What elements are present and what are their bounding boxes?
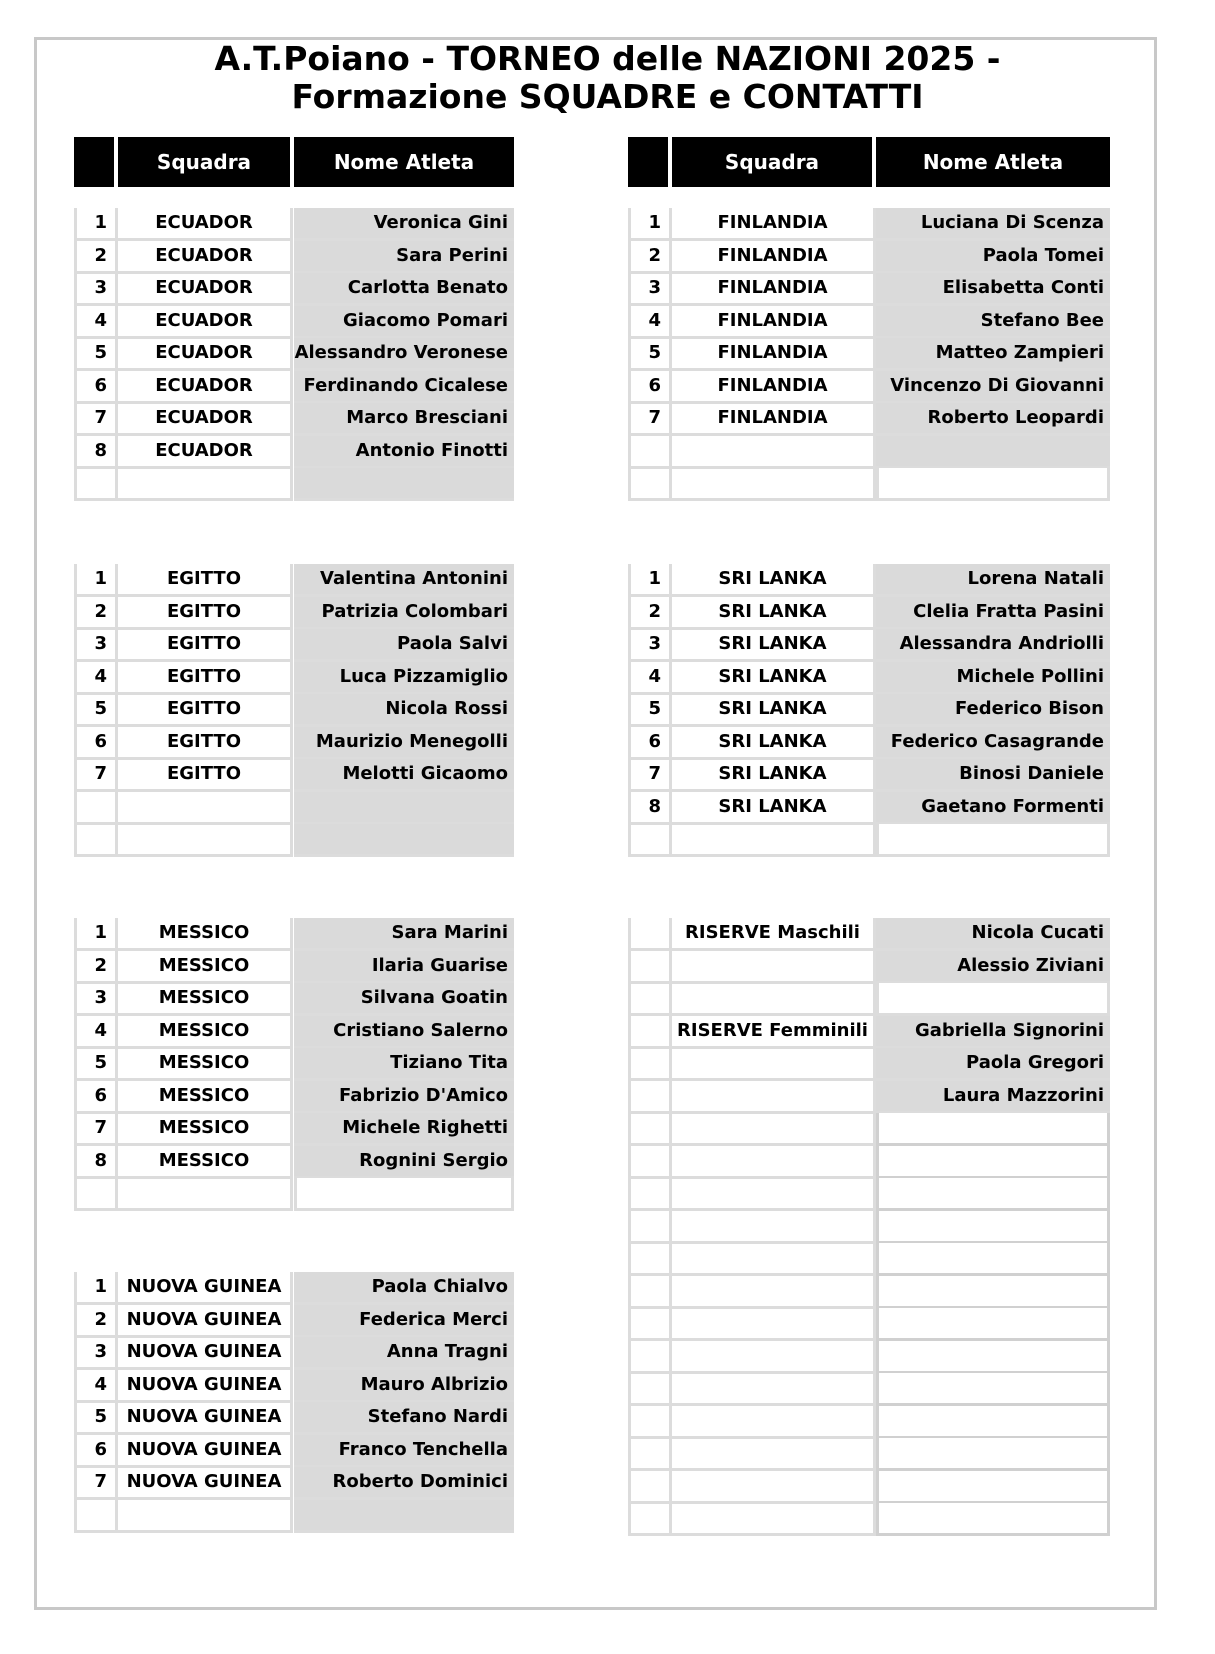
table-row bbox=[74, 1435, 514, 1468]
row-number: 7 bbox=[74, 403, 118, 436]
table-row bbox=[628, 1308, 1110, 1341]
row-athlete-name: Rognini Sergio bbox=[294, 1146, 514, 1179]
row-athlete-name: Sara Marini bbox=[294, 918, 514, 951]
row-team: SRI LANKA bbox=[672, 727, 876, 760]
row-athlete-name: Ferdinando Cicalese bbox=[294, 371, 514, 404]
left-header-nome-atleta: Nome Atleta bbox=[294, 137, 514, 187]
table-row bbox=[74, 759, 514, 792]
row-team: ECUADOR bbox=[118, 338, 293, 371]
row-team: ECUADOR bbox=[118, 273, 293, 306]
row-number: 4 bbox=[628, 306, 672, 339]
row-number bbox=[628, 1406, 672, 1439]
row-number: 3 bbox=[74, 983, 118, 1016]
table-row bbox=[74, 662, 514, 695]
row-number bbox=[628, 1048, 672, 1081]
row-athlete-name: Carlotta Benato bbox=[294, 273, 514, 306]
row-number bbox=[628, 1341, 672, 1374]
table-row bbox=[628, 1276, 1110, 1309]
row-number: 6 bbox=[74, 1435, 118, 1468]
table-row bbox=[74, 629, 514, 662]
table-row bbox=[74, 1081, 514, 1114]
table-row bbox=[74, 824, 514, 857]
row-number: 4 bbox=[74, 662, 118, 695]
row-athlete-name bbox=[876, 983, 1110, 1016]
row-athlete-name: Clelia Fratta Pasini bbox=[876, 597, 1110, 630]
table-row bbox=[74, 208, 514, 241]
row-team: NUOVA GUINEA bbox=[118, 1435, 293, 1468]
table-row bbox=[74, 1500, 514, 1533]
row-number: 1 bbox=[74, 1272, 118, 1305]
row-athlete-name bbox=[876, 1211, 1110, 1244]
table-row bbox=[628, 306, 1110, 339]
row-athlete-name bbox=[876, 1178, 1110, 1211]
row-number: 3 bbox=[74, 1337, 118, 1370]
row-number bbox=[628, 1146, 672, 1179]
row-athlete-name: Federico Casagrande bbox=[876, 727, 1110, 760]
title-line-2: Formazione SQUADRE e CONTATTI bbox=[291, 77, 924, 116]
row-number bbox=[628, 1503, 672, 1536]
row-number: 3 bbox=[74, 629, 118, 662]
table-row bbox=[74, 792, 514, 825]
row-athlete-name: Veronica Gini bbox=[294, 208, 514, 241]
row-athlete-name: Nicola Cucati bbox=[876, 918, 1110, 951]
row-athlete-name: Melotti Gicaomo bbox=[294, 759, 514, 792]
row-athlete-name: Gabriella Signorini bbox=[876, 1016, 1110, 1049]
row-number: 2 bbox=[628, 241, 672, 274]
table-row bbox=[74, 371, 514, 404]
row-team: MESSICO bbox=[118, 1081, 293, 1114]
row-athlete-name: Antonio Finotti bbox=[294, 436, 514, 469]
row-athlete-name: Stefano Nardi bbox=[294, 1402, 514, 1435]
row-team: FINLANDIA bbox=[672, 273, 876, 306]
row-team: NUOVA GUINEA bbox=[118, 1272, 293, 1305]
row-athlete-name: Maurizio Menegolli bbox=[294, 727, 514, 760]
row-athlete-name bbox=[876, 1308, 1110, 1341]
row-number bbox=[628, 1081, 672, 1114]
row-team: EGITTO bbox=[118, 629, 293, 662]
row-team: ECUADOR bbox=[118, 371, 293, 404]
row-team bbox=[672, 1081, 876, 1114]
row-team bbox=[672, 1406, 876, 1439]
row-athlete-name: Roberto Leopardi bbox=[876, 403, 1110, 436]
row-team: NUOVA GUINEA bbox=[118, 1467, 293, 1500]
row-athlete-name bbox=[876, 1406, 1110, 1439]
row-athlete-name: Federica Merci bbox=[294, 1305, 514, 1338]
row-athlete-name: Valentina Antonini bbox=[294, 564, 514, 597]
row-athlete-name bbox=[876, 1503, 1110, 1536]
row-athlete-name bbox=[294, 824, 514, 857]
row-athlete-name bbox=[294, 1500, 514, 1533]
row-team: FINLANDIA bbox=[672, 241, 876, 274]
row-number bbox=[628, 1438, 672, 1471]
table-row bbox=[628, 1471, 1110, 1504]
row-number: 1 bbox=[74, 918, 118, 951]
row-team: ECUADOR bbox=[118, 306, 293, 339]
row-number: 3 bbox=[74, 273, 118, 306]
row-athlete-name: Michele Righetti bbox=[294, 1113, 514, 1146]
row-team: FINLANDIA bbox=[672, 338, 876, 371]
row-athlete-name: Ilaria Guarise bbox=[294, 951, 514, 984]
row-athlete-name bbox=[876, 1276, 1110, 1309]
row-team bbox=[118, 824, 293, 857]
row-athlete-name: Anna Tragni bbox=[294, 1337, 514, 1370]
table-row bbox=[628, 338, 1110, 371]
title-line-1: A.T.Poiano - TORNEO delle NAZIONI 2025 - bbox=[214, 39, 1001, 78]
row-team: ECUADOR bbox=[118, 436, 293, 469]
row-number: 1 bbox=[628, 208, 672, 241]
row-athlete-name: Roberto Dominici bbox=[294, 1467, 514, 1500]
row-team bbox=[672, 1341, 876, 1374]
row-number: 6 bbox=[628, 371, 672, 404]
table-row bbox=[74, 1305, 514, 1338]
row-number: 2 bbox=[628, 597, 672, 630]
row-athlete-name bbox=[876, 436, 1110, 469]
row-athlete-name: Nicola Rossi bbox=[294, 694, 514, 727]
row-team bbox=[672, 1373, 876, 1406]
row-team bbox=[672, 824, 876, 857]
row-athlete-name: Tiziano Tita bbox=[294, 1048, 514, 1081]
table-row bbox=[74, 1467, 514, 1500]
row-number: 6 bbox=[628, 727, 672, 760]
row-athlete-name: Laura Mazzorini bbox=[876, 1081, 1110, 1114]
row-athlete-name bbox=[876, 1471, 1110, 1504]
row-number: 1 bbox=[74, 208, 118, 241]
row-team: SRI LANKA bbox=[672, 564, 876, 597]
row-team: FINLANDIA bbox=[672, 403, 876, 436]
row-athlete-name: Marco Bresciani bbox=[294, 403, 514, 436]
table-row bbox=[628, 208, 1110, 241]
row-number bbox=[628, 983, 672, 1016]
row-number: 4 bbox=[74, 1016, 118, 1049]
row-team bbox=[672, 468, 876, 501]
row-team: NUOVA GUINEA bbox=[118, 1370, 293, 1403]
row-number: 2 bbox=[74, 1305, 118, 1338]
row-athlete-name: Binosi Daniele bbox=[876, 759, 1110, 792]
row-team: NUOVA GUINEA bbox=[118, 1337, 293, 1370]
table-row bbox=[628, 1243, 1110, 1276]
row-number: 5 bbox=[74, 1048, 118, 1081]
table-row bbox=[74, 1178, 514, 1211]
table-row bbox=[628, 597, 1110, 630]
row-number bbox=[628, 1178, 672, 1211]
row-number: 6 bbox=[74, 371, 118, 404]
row-number bbox=[628, 1308, 672, 1341]
row-team: RISERVE Maschili bbox=[672, 918, 876, 951]
table-row bbox=[628, 468, 1110, 501]
row-team: NUOVA GUINEA bbox=[118, 1305, 293, 1338]
table-row bbox=[628, 1146, 1110, 1179]
table-row bbox=[74, 918, 514, 951]
row-team bbox=[672, 436, 876, 469]
row-number bbox=[74, 1178, 118, 1211]
table-row bbox=[628, 824, 1110, 857]
table-row bbox=[628, 1178, 1110, 1211]
row-number: 4 bbox=[628, 662, 672, 695]
row-number: 4 bbox=[74, 1370, 118, 1403]
row-number: 5 bbox=[74, 1402, 118, 1435]
row-team: SRI LANKA bbox=[672, 597, 876, 630]
row-team: EGITTO bbox=[118, 694, 293, 727]
row-athlete-name: Mauro Albrizio bbox=[294, 1370, 514, 1403]
row-athlete-name bbox=[876, 1373, 1110, 1406]
row-athlete-name: Paola Tomei bbox=[876, 241, 1110, 274]
table-row bbox=[628, 662, 1110, 695]
row-athlete-name: Giacomo Pomari bbox=[294, 306, 514, 339]
row-athlete-name: Lorena Natali bbox=[876, 564, 1110, 597]
table-row bbox=[628, 629, 1110, 662]
row-athlete-name: Matteo Zampieri bbox=[876, 338, 1110, 371]
table-row bbox=[74, 1337, 514, 1370]
table-row bbox=[628, 1048, 1110, 1081]
table-row bbox=[74, 1370, 514, 1403]
table-row bbox=[74, 1146, 514, 1179]
row-number: 2 bbox=[74, 951, 118, 984]
row-team bbox=[672, 1276, 876, 1309]
row-team bbox=[672, 1471, 876, 1504]
table-row bbox=[628, 1016, 1110, 1049]
row-athlete-name bbox=[294, 792, 514, 825]
row-number: 5 bbox=[628, 694, 672, 727]
row-number bbox=[628, 951, 672, 984]
row-number bbox=[628, 824, 672, 857]
right-header-squadra: Squadra bbox=[672, 137, 872, 187]
table-row bbox=[628, 983, 1110, 1016]
table-row bbox=[74, 241, 514, 274]
row-team bbox=[672, 1503, 876, 1536]
table-row bbox=[74, 436, 514, 469]
table-row bbox=[628, 1373, 1110, 1406]
row-athlete-name: Elisabetta Conti bbox=[876, 273, 1110, 306]
row-number bbox=[628, 918, 672, 951]
row-number: 2 bbox=[74, 241, 118, 274]
table-row bbox=[628, 918, 1110, 951]
row-number: 7 bbox=[628, 403, 672, 436]
row-athlete-name bbox=[876, 468, 1110, 501]
row-team bbox=[672, 1178, 876, 1211]
row-number bbox=[628, 468, 672, 501]
row-team: SRI LANKA bbox=[672, 629, 876, 662]
page-title bbox=[0, 40, 1215, 116]
row-team: EGITTO bbox=[118, 597, 293, 630]
row-athlete-name bbox=[876, 824, 1110, 857]
table-row bbox=[628, 792, 1110, 825]
row-athlete-name: Alessio Ziviani bbox=[876, 951, 1110, 984]
row-athlete-name: Luciana Di Scenza bbox=[876, 208, 1110, 241]
table-row bbox=[628, 1438, 1110, 1471]
row-number bbox=[628, 1243, 672, 1276]
row-number: 8 bbox=[74, 1146, 118, 1179]
table-row bbox=[74, 983, 514, 1016]
row-athlete-name bbox=[876, 1113, 1110, 1146]
row-team: SRI LANKA bbox=[672, 694, 876, 727]
row-team bbox=[118, 1500, 293, 1533]
table-row bbox=[628, 759, 1110, 792]
row-athlete-name bbox=[876, 1146, 1110, 1179]
row-team: MESSICO bbox=[118, 983, 293, 1016]
row-number bbox=[628, 1276, 672, 1309]
row-number: 8 bbox=[628, 792, 672, 825]
row-team: MESSICO bbox=[118, 1016, 293, 1049]
row-number bbox=[628, 1373, 672, 1406]
table-row bbox=[74, 1272, 514, 1305]
row-team: MESSICO bbox=[118, 951, 293, 984]
row-number: 7 bbox=[74, 759, 118, 792]
row-number: 5 bbox=[74, 338, 118, 371]
row-number: 8 bbox=[74, 436, 118, 469]
row-athlete-name: Gaetano Formenti bbox=[876, 792, 1110, 825]
table-row bbox=[628, 1113, 1110, 1146]
row-team bbox=[672, 1113, 876, 1146]
row-number bbox=[628, 1016, 672, 1049]
row-number: 5 bbox=[628, 338, 672, 371]
row-team: ECUADOR bbox=[118, 208, 293, 241]
row-team bbox=[672, 1438, 876, 1471]
row-athlete-name: Stefano Bee bbox=[876, 306, 1110, 339]
row-athlete-name: Paola Gregori bbox=[876, 1048, 1110, 1081]
row-number: 7 bbox=[74, 1113, 118, 1146]
row-team: FINLANDIA bbox=[672, 306, 876, 339]
row-team: NUOVA GUINEA bbox=[118, 1402, 293, 1435]
table-row bbox=[74, 1048, 514, 1081]
table-row bbox=[74, 564, 514, 597]
table-row bbox=[74, 727, 514, 760]
row-number: 1 bbox=[628, 564, 672, 597]
row-team: ECUADOR bbox=[118, 403, 293, 436]
table-row bbox=[628, 436, 1110, 469]
row-number: 2 bbox=[74, 597, 118, 630]
row-number bbox=[628, 436, 672, 469]
row-team: FINLANDIA bbox=[672, 208, 876, 241]
table-row bbox=[628, 403, 1110, 436]
row-athlete-name: Luca Pizzamiglio bbox=[294, 662, 514, 695]
row-number: 1 bbox=[74, 564, 118, 597]
row-athlete-name: Franco Tenchella bbox=[294, 1435, 514, 1468]
row-athlete-name: Vincenzo Di Giovanni bbox=[876, 371, 1110, 404]
row-number: 3 bbox=[628, 273, 672, 306]
row-number bbox=[74, 1500, 118, 1533]
table-row bbox=[628, 1503, 1110, 1536]
table-row bbox=[628, 1081, 1110, 1114]
table-row bbox=[628, 1406, 1110, 1439]
row-athlete-name: Alessandro Veronese bbox=[294, 338, 514, 371]
row-team: SRI LANKA bbox=[672, 662, 876, 695]
row-team bbox=[672, 1048, 876, 1081]
row-athlete-name bbox=[294, 1178, 514, 1211]
table-row bbox=[628, 727, 1110, 760]
table-row bbox=[628, 564, 1110, 597]
row-number: 6 bbox=[74, 727, 118, 760]
row-team bbox=[672, 951, 876, 984]
row-athlete-name: Paola Salvi bbox=[294, 629, 514, 662]
table-row bbox=[74, 403, 514, 436]
table-row bbox=[74, 1016, 514, 1049]
table-row bbox=[628, 241, 1110, 274]
row-athlete-name bbox=[294, 468, 514, 501]
row-number bbox=[628, 1471, 672, 1504]
row-athlete-name: Patrizia Colombari bbox=[294, 597, 514, 630]
row-number bbox=[74, 792, 118, 825]
row-team bbox=[118, 1178, 293, 1211]
row-athlete-name: Silvana Goatin bbox=[294, 983, 514, 1016]
table-row bbox=[74, 273, 514, 306]
row-number: 7 bbox=[628, 759, 672, 792]
row-team bbox=[672, 983, 876, 1016]
right-header-number bbox=[628, 137, 668, 187]
row-athlete-name: Federico Bison bbox=[876, 694, 1110, 727]
row-team: SRI LANKA bbox=[672, 759, 876, 792]
row-team: EGITTO bbox=[118, 662, 293, 695]
table-row bbox=[628, 951, 1110, 984]
row-number: 4 bbox=[74, 306, 118, 339]
row-number bbox=[628, 1211, 672, 1244]
table-row bbox=[74, 468, 514, 501]
table-row bbox=[74, 306, 514, 339]
row-number bbox=[74, 824, 118, 857]
row-athlete-name: Sara Perini bbox=[294, 241, 514, 274]
table-row bbox=[628, 1211, 1110, 1244]
table-row bbox=[74, 694, 514, 727]
row-team: MESSICO bbox=[118, 1113, 293, 1146]
left-header-number bbox=[74, 137, 114, 187]
table-row bbox=[628, 1341, 1110, 1374]
row-athlete-name: Alessandra Andriolli bbox=[876, 629, 1110, 662]
table-row bbox=[74, 597, 514, 630]
row-number: 6 bbox=[74, 1081, 118, 1114]
row-athlete-name bbox=[876, 1438, 1110, 1471]
row-number: 7 bbox=[74, 1467, 118, 1500]
row-number: 3 bbox=[628, 629, 672, 662]
row-athlete-name bbox=[876, 1341, 1110, 1374]
row-team: EGITTO bbox=[118, 564, 293, 597]
row-athlete-name: Fabrizio D'Amico bbox=[294, 1081, 514, 1114]
row-team: EGITTO bbox=[118, 727, 293, 760]
row-athlete-name bbox=[876, 1243, 1110, 1276]
row-team: ECUADOR bbox=[118, 241, 293, 274]
right-header-nome-atleta: Nome Atleta bbox=[876, 137, 1110, 187]
row-team: RISERVE Femminili bbox=[672, 1016, 876, 1049]
row-athlete-name: Cristiano Salerno bbox=[294, 1016, 514, 1049]
row-team bbox=[672, 1308, 876, 1341]
row-team bbox=[672, 1211, 876, 1244]
row-team: MESSICO bbox=[118, 1048, 293, 1081]
row-team bbox=[118, 468, 293, 501]
row-number bbox=[628, 1113, 672, 1146]
row-team: MESSICO bbox=[118, 918, 293, 951]
table-row bbox=[74, 338, 514, 371]
row-team: FINLANDIA bbox=[672, 371, 876, 404]
table-row bbox=[74, 1113, 514, 1146]
table-row bbox=[628, 273, 1110, 306]
row-number: 5 bbox=[74, 694, 118, 727]
row-team: EGITTO bbox=[118, 759, 293, 792]
table-row bbox=[74, 951, 514, 984]
table-row bbox=[628, 371, 1110, 404]
table-row bbox=[74, 1402, 514, 1435]
row-number bbox=[74, 468, 118, 501]
row-team: MESSICO bbox=[118, 1146, 293, 1179]
row-team bbox=[118, 792, 293, 825]
left-header-squadra: Squadra bbox=[118, 137, 290, 187]
row-team bbox=[672, 1243, 876, 1276]
table-row bbox=[628, 694, 1110, 727]
row-team: SRI LANKA bbox=[672, 792, 876, 825]
row-athlete-name: Michele Pollini bbox=[876, 662, 1110, 695]
row-athlete-name: Paola Chialvo bbox=[294, 1272, 514, 1305]
row-team bbox=[672, 1146, 876, 1179]
